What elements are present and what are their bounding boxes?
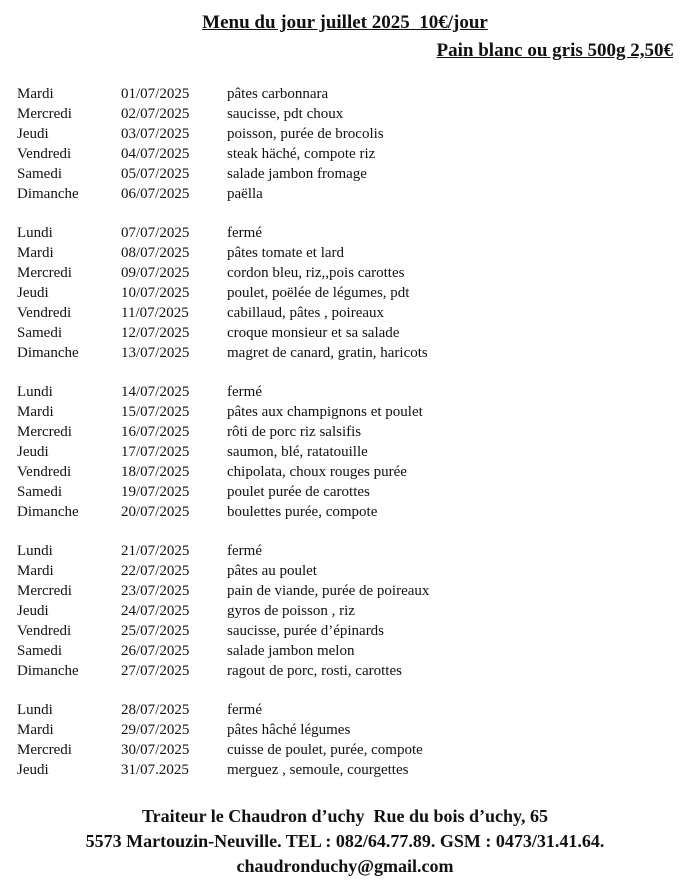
menu-row	[17, 462, 677, 482]
menu-dish: ragout de porc, rosti, carottes	[227, 663, 402, 679]
menu-row	[17, 740, 677, 760]
menu-row	[17, 601, 677, 621]
menu-week	[17, 84, 677, 204]
menu-dish: saumon, blé, ratatouille	[227, 444, 368, 460]
menu-row	[17, 541, 677, 561]
menu-row	[17, 482, 677, 502]
menu-row	[17, 581, 677, 601]
menu-day: Mardi	[17, 404, 54, 420]
menu-row	[17, 323, 677, 343]
menu-dish: fermé	[227, 543, 262, 559]
menu-day: Mardi	[17, 245, 54, 261]
menu-date: 13/07/2025	[121, 345, 190, 361]
menu-list	[17, 84, 677, 799]
bread-price: Pain blanc ou gris 500g 2,50€	[436, 40, 673, 61]
menu-day: Jeudi	[17, 762, 49, 778]
menu-row	[17, 263, 677, 283]
menu-row	[17, 104, 677, 124]
menu-day: Lundi	[17, 225, 53, 241]
menu-day: Mercredi	[17, 424, 72, 440]
menu-dish: poulet purée de carottes	[227, 484, 370, 500]
menu-dish: pâtes tomate et lard	[227, 245, 345, 261]
menu-dish: salade jambon fromage	[227, 166, 367, 182]
menu-day: Samedi	[17, 325, 62, 341]
menu-row	[17, 223, 677, 243]
footer-address: Traiteur le Chaudron d’uchy Rue du bois d’uchy, 65	[141, 806, 549, 826]
menu-dish: fermé	[227, 384, 262, 400]
menu-row	[17, 243, 677, 263]
menu-date: 11/07/2025	[121, 305, 189, 321]
menu-dish: poulet, poëlée de légumes, pdt	[227, 285, 410, 301]
menu-row	[17, 661, 677, 681]
footer-contact: 5573 Martouzin-Neuville. TEL : 082/64.77.89. GSM : 0473/31.41.64.	[85, 831, 605, 851]
menu-row	[17, 621, 677, 641]
menu-row	[17, 283, 677, 303]
menu-row	[17, 700, 677, 720]
menu-row	[17, 164, 677, 184]
menu-row	[17, 84, 677, 104]
menu-dish: cuisse de poulet, purée, compote	[227, 742, 423, 758]
menu-day: Mardi	[17, 563, 54, 579]
menu-day: Jeudi	[17, 444, 49, 460]
menu-date: 30/07/2025	[121, 742, 190, 758]
menu-dish: salade jambon melon	[227, 643, 355, 659]
menu-date: 16/07/2025	[121, 424, 190, 440]
menu-date: 15/07/2025	[121, 404, 190, 420]
menu-date: 14/07/2025	[121, 384, 190, 400]
menu-day: Jeudi	[17, 126, 49, 142]
menu-date: 20/07/2025	[121, 504, 190, 520]
menu-row	[17, 343, 677, 363]
menu-row	[17, 720, 677, 740]
menu-day: Mercredi	[17, 583, 72, 599]
menu-date: 31/07.2025	[121, 762, 189, 778]
menu-date: 08/07/2025	[121, 245, 190, 261]
menu-dish: rôti de porc riz salsifis	[227, 424, 362, 440]
menu-row	[17, 561, 677, 581]
menu-week	[17, 700, 677, 780]
menu-date: 04/07/2025	[121, 146, 190, 162]
menu-day: Vendredi	[17, 623, 72, 639]
menu-dish: cabillaud, pâtes , poireaux	[227, 305, 385, 321]
menu-day: Dimanche	[17, 186, 79, 202]
menu-day: Lundi	[17, 543, 53, 559]
footer	[0, 804, 690, 879]
menu-day: Samedi	[17, 643, 62, 659]
menu-dish: cordon bleu, riz,,pois carottes	[227, 265, 405, 281]
menu-date: 05/07/2025	[121, 166, 190, 182]
menu-row	[17, 502, 677, 522]
menu-row	[17, 144, 677, 164]
menu-date: 01/07/2025	[121, 86, 190, 102]
menu-date: 21/07/2025	[121, 543, 190, 559]
menu-day: Samedi	[17, 484, 62, 500]
menu-day: Mercredi	[17, 742, 72, 758]
menu-dish: saucisse, pdt choux	[227, 106, 344, 122]
menu-dish: fermé	[227, 702, 262, 718]
menu-row	[17, 303, 677, 323]
menu-dish: pâtes au poulet	[227, 563, 317, 579]
menu-day: Mardi	[17, 722, 54, 738]
menu-day: Jeudi	[17, 603, 49, 619]
menu-day: Samedi	[17, 166, 62, 182]
menu-week	[17, 382, 677, 522]
menu-day: Vendredi	[17, 146, 72, 162]
menu-dish: boulettes purée, compote	[227, 504, 378, 520]
menu-day: Vendredi	[17, 464, 72, 480]
menu-date: 24/07/2025	[121, 603, 190, 619]
menu-row	[17, 402, 677, 422]
menu-date: 12/07/2025	[121, 325, 190, 341]
menu-row	[17, 382, 677, 402]
menu-dish: fermé	[227, 225, 262, 241]
menu-week	[17, 541, 677, 681]
menu-dish: merguez , semoule, courgettes	[227, 762, 409, 778]
menu-date: 29/07/2025	[121, 722, 190, 738]
menu-day: Dimanche	[17, 663, 79, 679]
menu-row	[17, 184, 677, 204]
menu-dish: pain de viande, purée de poireaux	[227, 583, 430, 599]
menu-row	[17, 641, 677, 661]
menu-date: 25/07/2025	[121, 623, 190, 639]
menu-date: 03/07/2025	[121, 126, 190, 142]
menu-row	[17, 442, 677, 462]
menu-row	[17, 760, 677, 780]
menu-dish: chipolata, choux rouges purée	[227, 464, 407, 480]
menu-dish: poisson, purée de brocolis	[227, 126, 384, 142]
menu-day: Vendredi	[17, 305, 72, 321]
menu-date: 02/07/2025	[121, 106, 190, 122]
menu-date: 28/07/2025	[121, 702, 190, 718]
menu-day: Dimanche	[17, 345, 79, 361]
menu-dish: pâtes hâché légumes	[227, 722, 351, 738]
menu-date: 18/07/2025	[121, 464, 190, 480]
menu-dish: paëlla	[227, 186, 263, 202]
menu-date: 23/07/2025	[121, 583, 190, 599]
footer-email: chaudronduchy@gmail.com	[236, 856, 454, 876]
menu-dish: magret de canard, gratin, haricots	[227, 345, 428, 361]
menu-day: Mercredi	[17, 106, 72, 122]
menu-date: 26/07/2025	[121, 643, 190, 659]
menu-day: Lundi	[17, 702, 53, 718]
menu-day: Dimanche	[17, 504, 79, 520]
menu-dish: saucisse, purée d’épinards	[227, 623, 385, 639]
menu-day: Lundi	[17, 384, 53, 400]
menu-day: Mardi	[17, 86, 54, 102]
menu-row	[17, 124, 677, 144]
menu-dish: gyros de poisson , riz	[227, 603, 355, 619]
page-title: Menu du jour juillet 2025 10€/jour	[202, 12, 488, 33]
menu-date: 06/07/2025	[121, 186, 190, 202]
menu-dish: steak häché, compote riz	[227, 146, 376, 162]
menu-dish: croque monsieur et sa salade	[227, 325, 400, 341]
menu-date: 22/07/2025	[121, 563, 190, 579]
menu-row	[17, 422, 677, 442]
menu-date: 07/07/2025	[121, 225, 190, 241]
menu-date: 19/07/2025	[121, 484, 190, 500]
menu-day: Mercredi	[17, 265, 72, 281]
menu-date: 27/07/2025	[121, 663, 190, 679]
menu-day: Jeudi	[17, 285, 49, 301]
menu-date: 17/07/2025	[121, 444, 190, 460]
menu-dish: pâtes carbonnara	[227, 86, 329, 102]
menu-date: 09/07/2025	[121, 265, 190, 281]
menu-date: 10/07/2025	[121, 285, 190, 301]
menu-week	[17, 223, 677, 363]
menu-dish: pâtes aux champignons et poulet	[227, 404, 423, 420]
